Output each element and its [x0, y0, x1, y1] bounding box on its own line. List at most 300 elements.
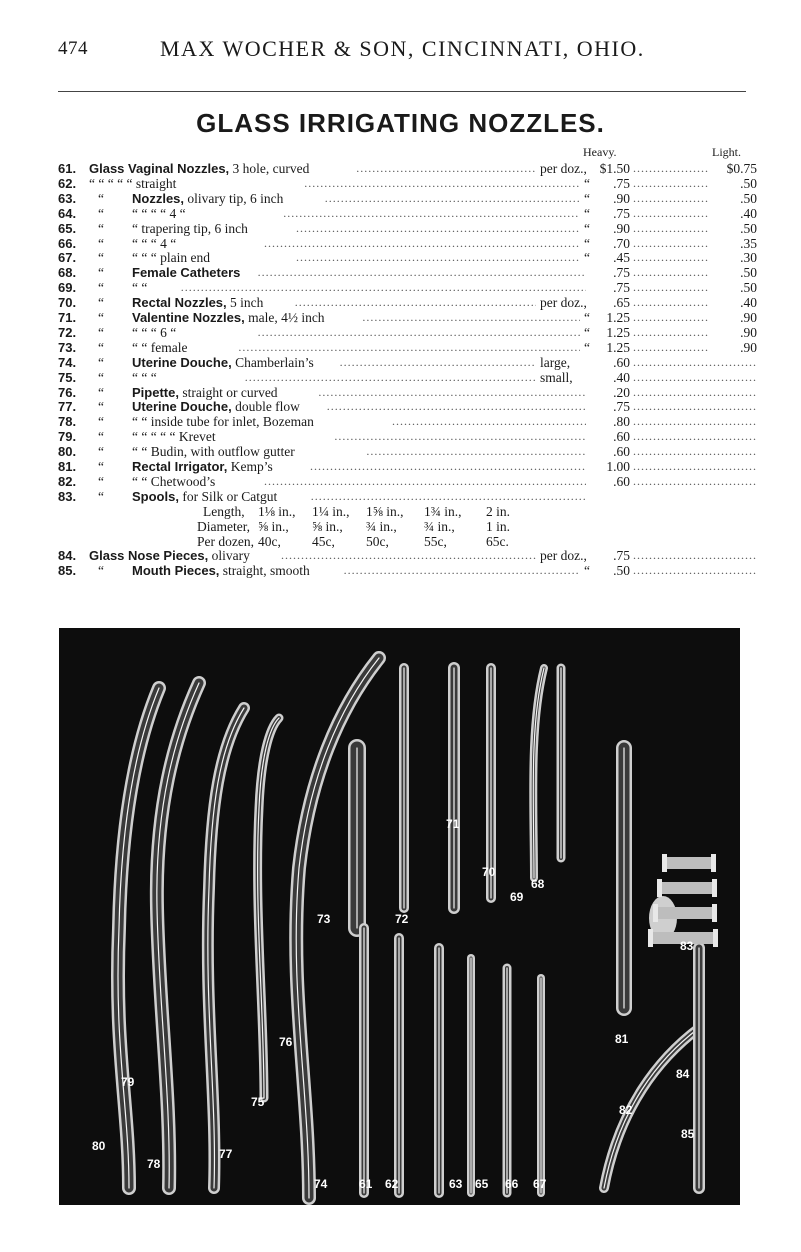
- spool-flange: [713, 929, 718, 947]
- unit-label: “: [584, 339, 590, 355]
- price-light: .35: [740, 235, 757, 251]
- item-name: Female Catheters: [132, 265, 241, 281]
- figure-label: 61: [359, 1177, 373, 1191]
- leader-dots: [281, 548, 536, 563]
- item-detail: “ “: [132, 280, 148, 296]
- leader-dots: [633, 459, 757, 474]
- item-detail: “ “ “ “ “ Krevet: [132, 429, 216, 445]
- item-description: [132, 310, 325, 325]
- price-light: .90: [740, 310, 757, 325]
- table-row: [0, 474, 801, 489]
- leader-dots: [362, 310, 580, 325]
- item-name: Rectal Nozzles,: [132, 295, 227, 311]
- item-number: 80.: [58, 444, 77, 460]
- leader-dots: [344, 563, 580, 578]
- item-detail: “ “ “ “ 4 “: [132, 205, 186, 221]
- leader-dots: [318, 385, 586, 400]
- unit-label: “: [584, 205, 590, 221]
- item-detail: straight or curved: [178, 384, 278, 400]
- spools-value: 1¾ in.,: [424, 503, 462, 519]
- table-row: [0, 250, 801, 265]
- item-detail: “ “ “ 6 “: [132, 324, 177, 340]
- unit-label: large,: [540, 354, 571, 370]
- price-light: $0.75: [726, 161, 757, 176]
- leader-dots: [245, 370, 536, 385]
- item-detail: “ “ female: [132, 339, 188, 355]
- ditto-mark: “: [98, 399, 104, 415]
- spools-value: 1 in.: [486, 518, 511, 534]
- item-detail: double flow: [231, 399, 300, 415]
- item-number: 85.: [58, 563, 77, 579]
- item-description: [89, 176, 176, 191]
- item-name: Mouth Pieces,: [132, 563, 220, 579]
- price-heavy: .75: [613, 175, 630, 191]
- table-row: [0, 459, 801, 474]
- table-row: [0, 236, 801, 251]
- unit-label: “: [584, 324, 590, 340]
- figure-label: 76: [279, 1035, 293, 1049]
- figure-label: 63: [449, 1177, 463, 1191]
- item-detail: “ trapering tip, 6 inch: [132, 220, 248, 236]
- ditto-mark: “: [98, 324, 104, 340]
- item-description: [132, 563, 310, 578]
- unit-label: per doz.,: [540, 548, 587, 564]
- price-heavy: .75: [613, 548, 630, 564]
- ditto-mark: “: [98, 459, 104, 474]
- leader-dots: [633, 310, 709, 325]
- item-number: 68.: [58, 265, 77, 281]
- leader-dots: [633, 295, 709, 310]
- figure-label: 72: [395, 912, 409, 926]
- table-row: [0, 429, 801, 444]
- price-heavy: .75: [613, 280, 630, 296]
- item-number: 70.: [58, 295, 77, 311]
- spools-value: 1⅛ in.,: [258, 503, 296, 519]
- item-detail: “ “ inside tube for inlet, Bozeman: [132, 414, 314, 430]
- ditto-mark: “: [98, 369, 104, 385]
- figure-label: 80: [92, 1139, 106, 1153]
- price-light: .90: [740, 339, 757, 355]
- unit-label: “: [584, 235, 590, 251]
- ditto-mark: “: [98, 444, 104, 460]
- leader-dots: [633, 444, 757, 459]
- leader-dots: [366, 444, 586, 459]
- item-number: 82.: [58, 473, 77, 489]
- item-detail: male, 4½ inch: [244, 310, 325, 325]
- table-row: [0, 161, 801, 176]
- figure-label: 74: [314, 1177, 328, 1191]
- item-name: Rectal Irrigator,: [132, 459, 228, 474]
- price-heavy: .80: [613, 414, 630, 430]
- spool-flange: [711, 854, 716, 872]
- item-description: [132, 280, 147, 295]
- item-name: Glass Vaginal Nozzles,: [89, 161, 230, 176]
- item-description: [132, 236, 176, 251]
- price-heavy: .65: [613, 295, 630, 311]
- item-name: Glass Nose Pieces,: [89, 548, 209, 564]
- price-heavy: .90: [613, 190, 630, 206]
- page-title: GLASS IRRIGATING NOZZLES.: [196, 108, 605, 138]
- item-name: Valentine Nozzles,: [132, 310, 245, 325]
- leader-dots: [633, 474, 757, 489]
- price-heavy: .75: [613, 265, 630, 281]
- spool-flange: [657, 879, 662, 897]
- item-detail: Chamberlain’s: [231, 354, 314, 370]
- item-name: Pipette,: [132, 384, 179, 400]
- unit-label: “: [584, 310, 590, 325]
- price-heavy: 1.25: [606, 339, 630, 355]
- figure-label: 85: [681, 1127, 695, 1141]
- leader-dots: [633, 355, 757, 370]
- item-number: 61.: [58, 161, 77, 176]
- price-heavy: .70: [613, 235, 630, 251]
- item-name: Uterine Douche,: [132, 354, 232, 370]
- spools-label: Length,: [203, 503, 245, 519]
- leader-dots: [633, 206, 709, 221]
- table-row: [0, 265, 801, 280]
- price-heavy: .75: [613, 399, 630, 415]
- leader-dots: [633, 385, 757, 400]
- leader-dots: [633, 250, 709, 265]
- ditto-mark: “: [98, 488, 104, 504]
- spools-value: 45c,: [312, 533, 335, 549]
- leader-dots: [304, 176, 580, 191]
- item-description: [132, 206, 186, 221]
- ditto-mark: “: [98, 190, 104, 206]
- unit-label: “: [584, 175, 590, 191]
- table-row: [0, 340, 801, 355]
- item-detail: “ “ “: [132, 369, 157, 385]
- ditto-mark: “: [98, 235, 104, 251]
- item-number: 69.: [58, 280, 77, 296]
- item-detail: “ “ “ plain end: [132, 250, 210, 266]
- item-number: 63.: [58, 190, 77, 206]
- item-detail: 5 inch: [226, 295, 264, 311]
- leader-dots: [392, 414, 586, 429]
- leader-dots: [264, 474, 586, 489]
- item-name: Nozzles,: [132, 190, 185, 206]
- item-description: [132, 265, 240, 280]
- figure-label: 68: [531, 877, 545, 891]
- table-row: [0, 206, 801, 221]
- price-heavy: .45: [613, 250, 630, 266]
- leader-dots: [296, 221, 580, 236]
- page-number: 474: [58, 38, 88, 59]
- unit-label: “: [584, 190, 590, 206]
- leader-dots: [340, 355, 536, 370]
- spools-value: 1¼ in.,: [312, 503, 350, 519]
- figure-label: 65: [475, 1177, 489, 1191]
- item-description: [132, 444, 295, 459]
- product-illustration-plate: [59, 628, 740, 1205]
- item-description: [132, 474, 215, 489]
- spools-value: ⅝ in.,: [258, 518, 289, 534]
- item-description: [132, 370, 157, 385]
- leader-dots: [295, 295, 536, 310]
- table-row: [0, 325, 801, 340]
- leader-dots: [633, 548, 757, 563]
- price-heavy: 1.00: [606, 459, 630, 474]
- table-row: [0, 295, 801, 310]
- figure-label: 75: [251, 1095, 265, 1109]
- item-description: [89, 161, 309, 176]
- item-description: [132, 399, 300, 414]
- unit-label: “: [584, 563, 590, 579]
- spools-length-row: [0, 504, 801, 519]
- item-number: 77.: [58, 399, 77, 415]
- unit-label: “: [584, 220, 590, 236]
- price-light: .40: [740, 295, 757, 311]
- ditto-mark: “: [98, 384, 104, 400]
- unit-label: per doz.,: [540, 161, 587, 176]
- spools-value: 40c,: [258, 533, 281, 549]
- price-heavy: 1.25: [606, 310, 630, 325]
- spool-flange: [712, 904, 717, 922]
- item-description: [89, 548, 250, 563]
- unit-label: “: [584, 250, 590, 266]
- table-row: [0, 280, 801, 295]
- item-name: Spools,: [132, 488, 179, 504]
- price-heavy: .20: [613, 384, 630, 400]
- leader-dots: [633, 399, 757, 414]
- item-detail: straight, smooth: [219, 563, 310, 579]
- spools-diameter-row: [0, 519, 801, 534]
- spools-value: 55c,: [424, 533, 447, 549]
- leader-dots: [283, 206, 580, 221]
- spools-price-row: [0, 534, 801, 549]
- item-number: 83.: [58, 488, 77, 504]
- leader-dots: [325, 191, 580, 206]
- item-number: 64.: [58, 205, 77, 221]
- price-heavy: .60: [613, 473, 630, 489]
- item-description: [132, 459, 273, 474]
- spool-flange: [662, 854, 667, 872]
- unit-label: per doz.,: [540, 295, 587, 311]
- leader-dots: [633, 191, 709, 206]
- unit-label: small,: [540, 369, 573, 385]
- price-light: .90: [740, 324, 757, 340]
- price-heavy: .60: [613, 429, 630, 445]
- leader-dots: [633, 236, 709, 251]
- figure-label: 77: [219, 1147, 233, 1161]
- price-heavy: .40: [613, 369, 630, 385]
- leader-dots: [633, 221, 709, 236]
- spool-83: [659, 882, 715, 894]
- leader-dots: [633, 265, 709, 280]
- item-number: 74.: [58, 354, 77, 370]
- table-row: [0, 355, 801, 370]
- spools-value: ¾ in.,: [424, 518, 455, 534]
- item-number: 71.: [58, 310, 77, 325]
- ditto-mark: “: [98, 250, 104, 266]
- figure-label: 71: [446, 817, 460, 831]
- price-heavy: .60: [613, 354, 630, 370]
- ditto-mark: “: [98, 280, 104, 296]
- figure-label: 62: [385, 1177, 399, 1191]
- item-number: 67.: [58, 250, 77, 266]
- table-row: [0, 370, 801, 385]
- price-light: .40: [740, 205, 757, 221]
- leader-dots: [311, 489, 586, 504]
- spools-value: 65c.: [486, 533, 509, 549]
- item-description: [132, 295, 263, 310]
- item-detail: olivary tip, 6 inch: [184, 190, 284, 206]
- price-heavy: .60: [613, 444, 630, 460]
- figure-label: 79: [121, 1075, 135, 1089]
- figure-label: 81: [615, 1032, 629, 1046]
- item-description: [132, 191, 283, 206]
- item-number: 65.: [58, 220, 77, 236]
- ditto-mark: “: [98, 429, 104, 445]
- item-description: [132, 429, 216, 444]
- table-row: [0, 399, 801, 414]
- leader-dots: [633, 280, 709, 295]
- leader-dots: [633, 563, 757, 578]
- spool-flange: [712, 879, 717, 897]
- item-detail: 3 hole, curved: [229, 161, 310, 176]
- spools-label: Diameter,: [197, 518, 251, 534]
- figure-label: 84: [676, 1067, 690, 1081]
- table-row: [0, 563, 801, 578]
- item-detail: for Silk or Catgut: [178, 488, 278, 504]
- item-description: [132, 250, 210, 265]
- running-head: [0, 28, 801, 68]
- price-heavy: .75: [613, 205, 630, 221]
- leader-dots: [633, 325, 709, 340]
- leader-dots: [633, 340, 709, 355]
- item-number: 79.: [58, 429, 77, 445]
- nozzle-78: [157, 683, 199, 1188]
- table-row: [0, 310, 801, 325]
- item-detail: “ “ “ 4 “: [132, 235, 177, 251]
- price-light: .50: [740, 220, 757, 236]
- figure-label: 83: [680, 939, 694, 953]
- spools-value: 2 in.: [486, 503, 511, 519]
- price-light: .50: [740, 175, 757, 191]
- leader-dots: [264, 236, 580, 251]
- price-heavy: .90: [613, 220, 630, 236]
- leader-dots: [296, 250, 580, 265]
- spool-flange: [648, 929, 653, 947]
- table-row: [0, 444, 801, 459]
- leader-dots: [633, 429, 757, 444]
- leader-dots: [258, 325, 580, 340]
- price-light: .50: [740, 190, 757, 206]
- item-number: 81.: [58, 459, 77, 474]
- ditto-mark: “: [98, 473, 104, 489]
- item-name: Uterine Douche,: [132, 399, 232, 415]
- leader-dots: [633, 176, 709, 191]
- item-description: [132, 385, 278, 400]
- price-heavy: .50: [613, 563, 630, 579]
- ditto-mark: “: [98, 563, 104, 579]
- item-detail: “ “ Budin, with outflow gutter: [132, 444, 295, 460]
- item-number: 78.: [58, 414, 77, 430]
- ditto-mark: “: [98, 220, 104, 236]
- figure-label: 67: [533, 1177, 547, 1191]
- spool-flange: [653, 904, 658, 922]
- leader-dots: [633, 370, 757, 385]
- item-description: [132, 221, 248, 236]
- table-row: [0, 548, 801, 563]
- leader-dots: [238, 340, 580, 355]
- item-description: [132, 325, 176, 340]
- ditto-mark: “: [98, 205, 104, 221]
- item-number: 84.: [58, 548, 77, 564]
- ditto-mark: “: [98, 295, 104, 311]
- item-number: 76.: [58, 384, 77, 400]
- leader-dots: [258, 265, 586, 280]
- price-heavy: $1.50: [599, 161, 630, 176]
- spools-value: ¾ in.,: [366, 518, 397, 534]
- table-row: [0, 221, 801, 236]
- spool-83: [664, 857, 714, 869]
- item-number: 73.: [58, 339, 77, 355]
- item-detail: olivary: [208, 548, 250, 564]
- item-detail: “ “ Chetwood’s: [132, 473, 216, 489]
- item-description: [132, 355, 314, 370]
- publisher-heading: MAX WOCHER & SON, CINCINNATI, OHIO.: [160, 36, 645, 61]
- figure-label: 73: [317, 912, 331, 926]
- ditto-mark: “: [98, 354, 104, 370]
- price-heavy: 1.25: [606, 324, 630, 340]
- table-row: [0, 385, 801, 400]
- table-row: [0, 489, 801, 504]
- leader-dots: [334, 429, 586, 444]
- figure-label: 70: [482, 865, 496, 879]
- item-number: 66.: [58, 235, 77, 251]
- table-row: [0, 191, 801, 206]
- item-detail: Kemp’s: [227, 459, 273, 474]
- table-row: [0, 414, 801, 429]
- spools-value: 1⅝ in.,: [366, 503, 404, 519]
- leader-dots: [327, 399, 586, 414]
- spools-value: 50c,: [366, 533, 389, 549]
- leader-dots: [310, 459, 586, 474]
- figure-label: 69: [510, 890, 524, 904]
- column-heavy-heading: Heavy.: [583, 145, 617, 159]
- item-number: 62.: [58, 175, 77, 191]
- header-rule: [58, 91, 746, 92]
- item-detail: “ “ “ “ “ straight: [89, 175, 177, 191]
- leader-dots: [181, 280, 586, 295]
- item-description: [132, 340, 187, 355]
- price-light: .30: [740, 250, 757, 266]
- ditto-mark: “: [98, 339, 104, 355]
- item-number: 72.: [58, 324, 77, 340]
- ditto-mark: “: [98, 310, 104, 325]
- item-description: [132, 489, 277, 504]
- ditto-mark: “: [98, 414, 104, 430]
- leader-dots: [633, 161, 709, 176]
- spools-value: ⅝ in.,: [312, 518, 343, 534]
- price-light: .50: [740, 265, 757, 281]
- ditto-mark: “: [98, 265, 104, 281]
- spool-83: [655, 907, 715, 919]
- figure-label: 82: [619, 1103, 633, 1117]
- column-light-heading: Light.: [712, 145, 741, 159]
- table-row: [0, 176, 801, 191]
- item-number: 75.: [58, 369, 77, 385]
- price-light: .50: [740, 280, 757, 296]
- figure-label: 78: [147, 1157, 161, 1171]
- item-description: [132, 414, 314, 429]
- leader-dots: [633, 414, 757, 429]
- leader-dots: [356, 161, 536, 176]
- glassware-illustration: [59, 628, 740, 1205]
- figure-label: 66: [505, 1177, 519, 1191]
- spools-label: Per dozen,: [197, 533, 254, 549]
